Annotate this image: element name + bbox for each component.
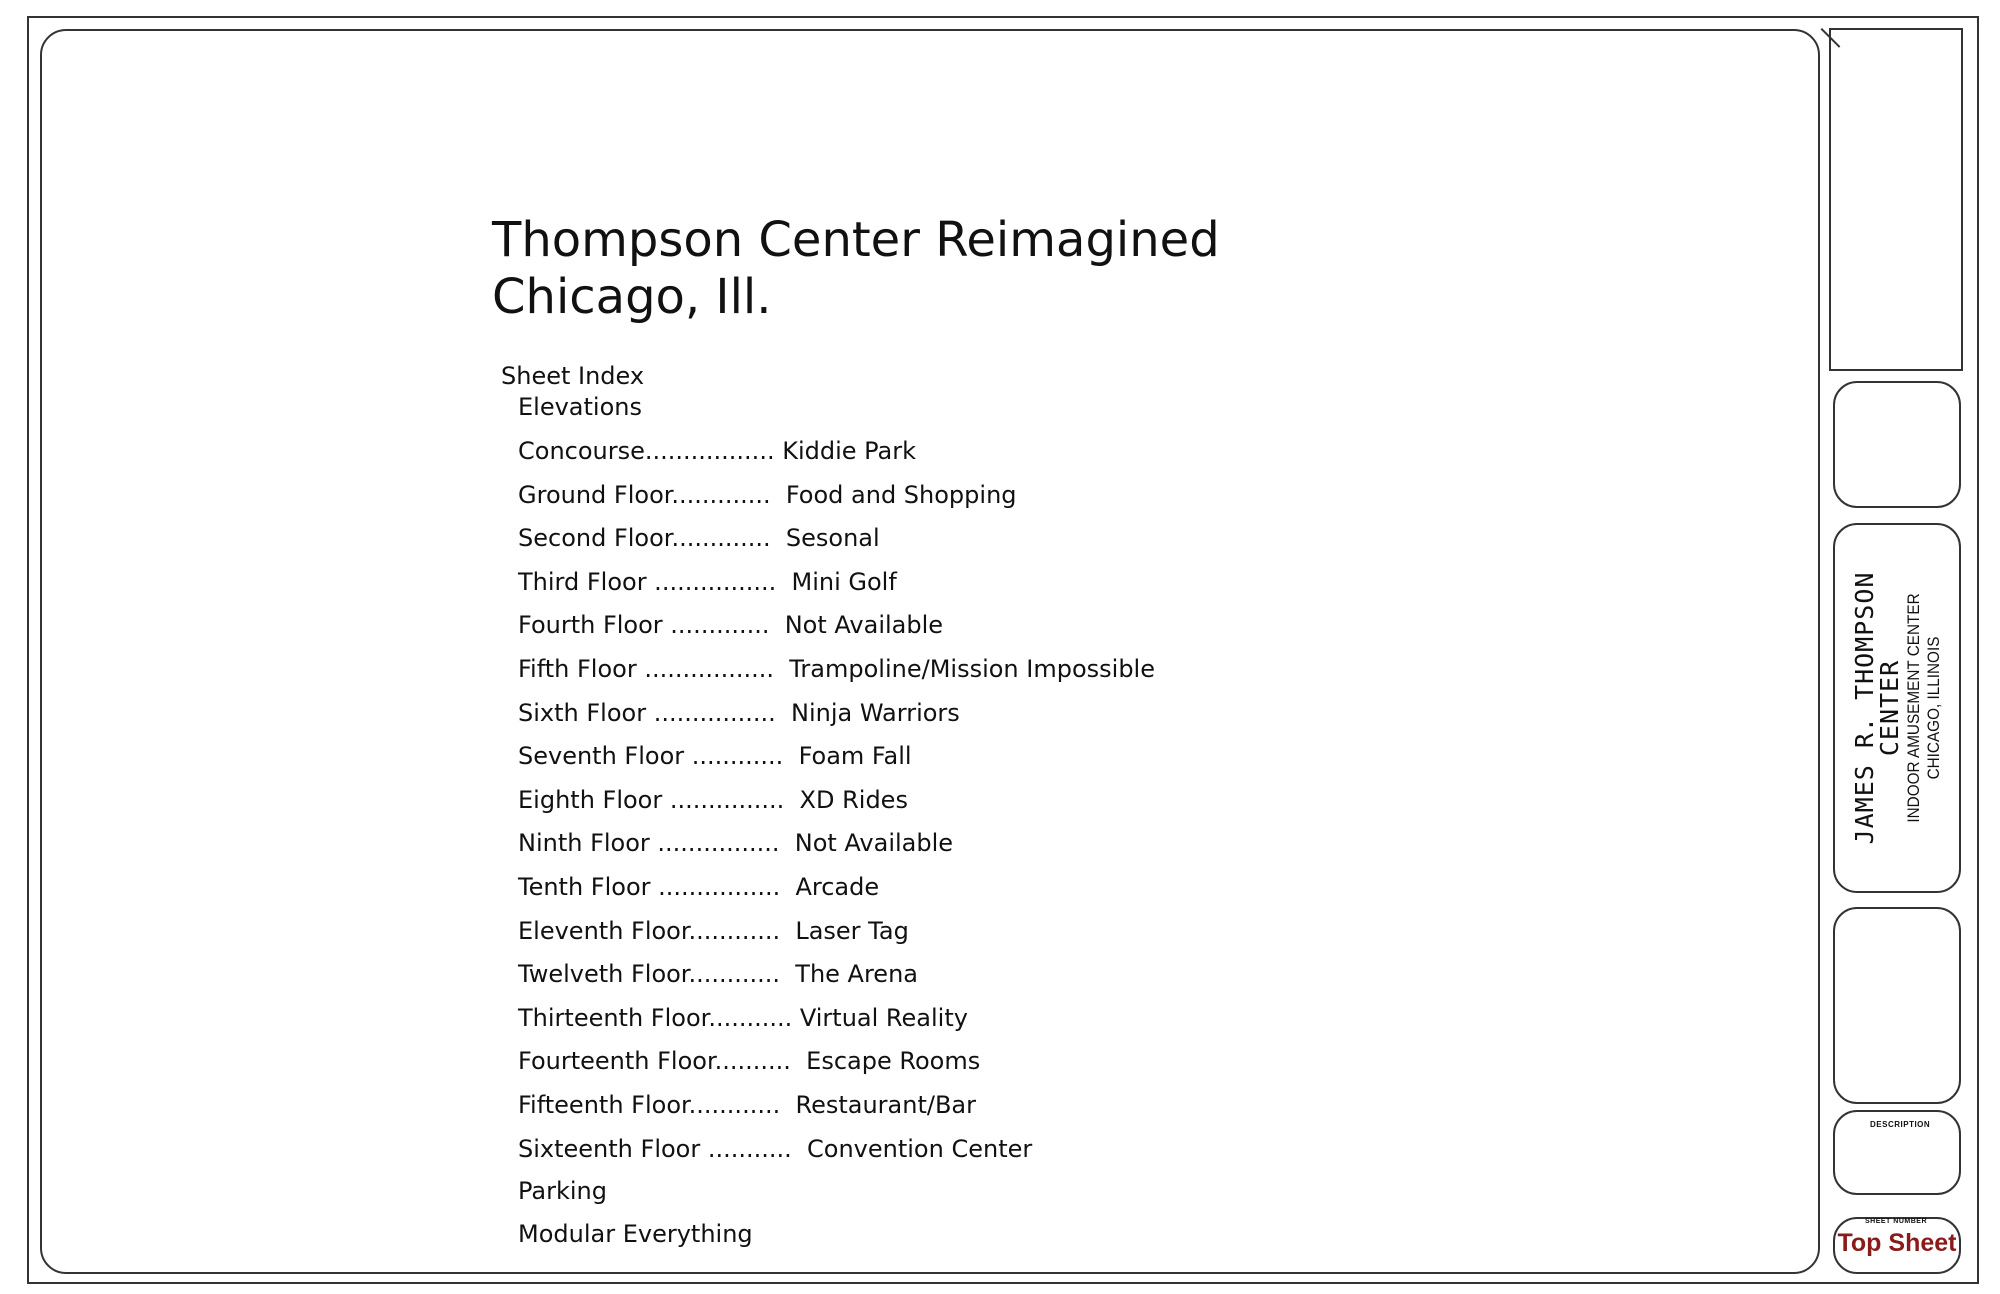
sheet-index-row: Ninth Floor ................ Not Available bbox=[518, 829, 954, 858]
category-heading: Elevations bbox=[518, 393, 642, 421]
sheet-number-value: Top Sheet bbox=[1837, 1229, 1957, 1257]
sheet-index-modular: Modular Everything bbox=[518, 1220, 753, 1248]
sheet-index-row: Concourse................. Kiddie Park bbox=[518, 437, 917, 465]
sheet-index-row: Sixth Floor ................ Ninja Warriors bbox=[518, 698, 960, 727]
title-block-revision-box bbox=[1833, 381, 1961, 508]
sheet-index-row: Fourth Floor ............. Not Available bbox=[518, 611, 944, 640]
sheet-index-heading: Sheet Index bbox=[501, 362, 645, 390]
project-sub-line-2: CHICAGO, ILLINOIS bbox=[1924, 636, 1943, 780]
title-block-project-text bbox=[1834, 523, 1960, 893]
project-name-line-2: CENTER bbox=[1875, 659, 1904, 757]
title-block-blank-box bbox=[1833, 907, 1961, 1104]
sheet-index-row: Fifth Floor ................. Trampoline/Mission Impossible bbox=[518, 654, 1155, 683]
sheet-number-label: SHEET NUMBER bbox=[1865, 1218, 1928, 1225]
title-line-1: Thompson Center Reimagined bbox=[492, 212, 1220, 268]
sheet-index-row: Seventh Floor ............ Foam Fall bbox=[518, 742, 912, 771]
sheet-title bbox=[492, 212, 1220, 326]
title-line-2: Chicago, Ill. bbox=[492, 269, 772, 325]
sheet-index-row: Eleventh Floor............ Laser Tag bbox=[518, 916, 909, 945]
sheet-index-row: Fifteenth Floor............ Restaurant/Bar bbox=[518, 1090, 976, 1119]
sheet-index-row: Twelveth Floor............ The Arena bbox=[518, 960, 918, 989]
sheet-index-list bbox=[518, 436, 1155, 1177]
sheet-index-row: Third Floor ................ Mini Golf bbox=[518, 567, 897, 596]
sheet-index-row: Second Floor............. Sesonal bbox=[518, 524, 880, 553]
sheet-index-row: Thirteenth Floor........... Virtual Reality bbox=[518, 1003, 968, 1032]
sheet-index-row: Eighth Floor ............... XD Rides bbox=[518, 785, 908, 814]
description-label: DESCRIPTION bbox=[1870, 1120, 1931, 1129]
sheet-index-row: Sixteenth Floor ........... Convention Center bbox=[518, 1134, 1033, 1163]
sheet-index-parking: Parking bbox=[518, 1177, 607, 1205]
sheet-index-row: Tenth Floor ................ Arcade bbox=[518, 872, 880, 901]
project-name-line-1: JAMES R. THOMPSON bbox=[1850, 571, 1879, 845]
title-block-logo-box bbox=[1829, 28, 1963, 371]
project-sub-line-1: INDOOR AMUSEMENT CENTER bbox=[1904, 593, 1923, 823]
sheet-index-row: Fourteenth Floor.......... Escape Rooms bbox=[518, 1047, 981, 1076]
sheet-index-row: Ground Floor............. Food and Shopping bbox=[518, 480, 1017, 509]
